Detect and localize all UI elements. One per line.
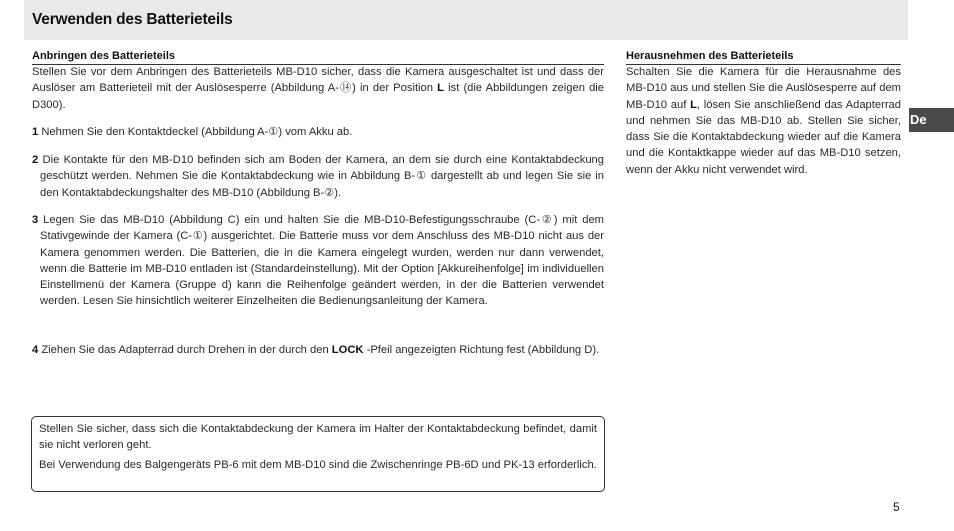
lock-label: LOCK	[331, 344, 364, 356]
note-line-1: Stellen Sie sicher, dass sich die Kontaktabdeckung der Kamera im Halter der Kontaktabdeckung befindet, damit sie nicht verloren geht.	[39, 423, 597, 452]
remove-paragraph	[626, 64, 901, 178]
section-heading-attach: Anbringen des Batterieteils	[32, 50, 604, 65]
step-4	[32, 342, 604, 358]
step-number: 4	[32, 344, 39, 356]
page-title: Verwenden des Batterieteils	[32, 11, 233, 28]
section-heading-remove: Herausnehmen des Batterieteils	[626, 50, 901, 65]
step-text: Nehmen Sie den Kontaktdeckel (Abbildung A-①) vom Akku ab.	[41, 126, 353, 138]
intro-bold-l: L	[437, 82, 444, 95]
attach-intro	[32, 64, 604, 113]
step-1	[32, 124, 604, 140]
step-text: Legen Sie das MB-D10 (Abbildung C) ein und halten Sie die MB-D10-Befestigungsschraube (C-②) mit dem Stativgewinde der Kamera (C-①) ausgerichtet. Die Batterie muss vor dem Anschluss des MB-D10 nicht aus der Kamera genommen werden. Die Batterien, die in die Kamera eingelegt wurden, werden nur dann verwendet, wenn die Batterie im MB-D10 entladen ist (Standardeinstellung). Mit der Option [Akkureihenfolge] im individuellen Einstellmenü der Kamera (Gruppe d) kann die Reihenfolge geändert werden, in der die Batterien verwendet werden. Lesen Sie hinsichtlich weiterer Einzelheiten die Bedienungsanleitung der Kamera.	[40, 214, 605, 308]
step-3	[32, 212, 604, 310]
intro-text-1: Stellen Sie vor dem Anbringen des Batterieteils MB-D10 sicher, dass die Kamera ausgeschaltet ist und dass der Auslöser am Batterieteil mit der Auslösesperre (Abbildung A-⑭) in der Position	[32, 66, 604, 95]
step-number: 2	[32, 154, 39, 166]
step-text-2: -Pfeil angezeigten Richtung fest (Abbildung D).	[363, 344, 600, 356]
page-number: 5	[893, 500, 900, 514]
step-text-1: Ziehen Sie das Adapterrad durch Drehen in der durch den	[41, 344, 332, 356]
note-line-2: Bei Verwendung des Balgengeräts PB-6 mit dem MB-D10 sind die Zwischenringe PB-6D und PK-13 erforderlich.	[39, 458, 597, 471]
intro-text-2: ist (die Abbildungen zeigen die D300).	[32, 82, 605, 111]
remove-bold-l: L	[690, 98, 697, 111]
step-text: Die Kontakte für den MB-D10 befinden sich am Boden der Kamera, an dem sie durch eine Kontaktabdeckung geschützt werden. Nehmen Sie die Kontaktabdeckung wie in Abbildung B-① dargestellt ab und legen Sie sie in den Kontaktabdeckungshalter des MB-D10 (Abbildung B-②).	[40, 154, 605, 199]
remove-text-1: Schalten Sie die Kamera für die Herausnahme des MB-D10 aus und stellen Sie die Auslösesperre auf dem MB-D10 auf	[626, 66, 901, 111]
step-2	[32, 152, 604, 201]
step-number: 1	[32, 126, 39, 138]
note-box	[31, 416, 605, 492]
step-number: 3	[32, 214, 39, 226]
remove-text-2: , lösen Sie anschließend das Adapterrad und nehmen Sie das MB-D10 ab. Stellen Sie sicher, dass Sie die Kontaktabdeckung wieder auf die Kamera und die Kontaktkappe wieder auf das MB-D10 setzen, wenn der Akku nicht verwendet wird.	[626, 98, 901, 176]
language-tab: De	[909, 108, 954, 132]
